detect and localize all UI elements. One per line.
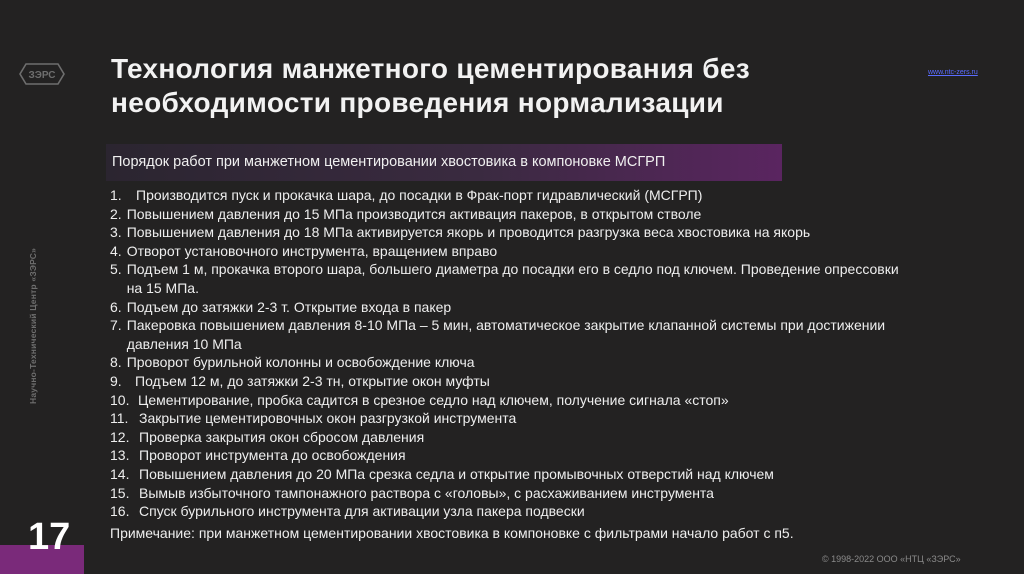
logo-icon — [18, 60, 66, 88]
item-text: Закрытие цементировочных окон разгрузкой инструмента — [139, 410, 517, 427]
title-line-2: необходимости проведения нормализации — [111, 87, 724, 118]
list-item — [110, 409, 910, 428]
list-item — [110, 223, 910, 242]
item-text: Отворот установочного инструмента, вращением вправо — [126, 242, 498, 259]
item-text: Повышением давления до 18 МПа активируется якорь и проводится разгрузка веса хвостовика на якорь — [126, 224, 811, 241]
item-text: Проворот бурильной колонны и освобождение ключа — [126, 354, 475, 371]
item-number: 3. — [110, 224, 122, 241]
list-item — [110, 242, 910, 261]
item-number: 12. — [110, 428, 130, 445]
item-number: 5. — [110, 261, 122, 278]
item-number: 9. — [110, 372, 122, 389]
list-item — [110, 353, 910, 372]
list-item — [110, 446, 910, 465]
item-number: 8. — [110, 354, 122, 371]
item-text: Вымыв избыточного тампонажного раствора с «головы», с расхаживанием инструмента — [139, 484, 714, 501]
list-item — [110, 205, 910, 224]
list-item — [110, 260, 910, 297]
website-link[interactable]: www.ntc-zers.ru — [928, 69, 978, 76]
item-text: Подъем до затяжки 2-3 т. Открытие входа в пакер — [126, 298, 452, 315]
item-text: Проворот инструмента до освобождения — [139, 447, 406, 464]
item-text: Подъем 1 м, прокачка второго шара, большего диаметра до посадки его в седло под ключем. Проведение опрессовки на 15 МПа. — [126, 261, 899, 296]
item-text: Спуск бурильного инструмента для активации узла пакера подвески — [139, 503, 585, 520]
list-item — [110, 465, 910, 484]
list-item — [110, 372, 910, 391]
list-item — [110, 316, 910, 353]
copyright-text: © 1998-2022 ООО «НТЦ «ЗЭРС» — [822, 554, 961, 564]
page-number: 17 — [28, 516, 71, 558]
item-text: Повышением давления до 20 МПа срезка седла и открытие промывочных отверстий над ключем — [139, 465, 774, 482]
item-number: 15. — [110, 484, 130, 501]
list-item — [110, 391, 910, 410]
item-text: Подъем 12 м, до затяжки 2-3 тн, открытие окон муфты — [135, 372, 490, 389]
item-number: 2. — [110, 205, 122, 222]
list-item — [110, 484, 910, 503]
title-line-1: Технология манжетного цементирования без — [111, 53, 750, 84]
item-text: Пакеровка повышением давления 8-10 МПа – 5 мин, автоматическое закрытие клапанной системы при достижении давления 10 МПа — [126, 317, 886, 352]
list-item — [110, 298, 910, 317]
note-text: Примечание: при манжетном цементировании хвостовика в компоновке с фильтрами начало работ с п5. — [110, 525, 794, 541]
item-text: Производится пуск и прокачка шара, до посадки в Фрак-порт гидравлический (МСГРП) — [136, 187, 703, 203]
logo-text: ЗЭРС — [28, 70, 56, 81]
section-header: Порядок работ при манжетном цементировании хвостовика в компоновке МСГРП — [106, 144, 782, 181]
item-number: 11. — [110, 410, 129, 427]
item-number: 6. — [110, 298, 122, 315]
item-number: 10. — [110, 391, 130, 408]
list-item — [110, 502, 910, 521]
item-number: 14. — [110, 465, 130, 482]
item-number: 4. — [110, 242, 122, 259]
list-item — [110, 428, 910, 447]
item-text: Повышением давления до 15 МПа производится активация пакеров, в открытом стволе — [126, 205, 702, 222]
item-text: Цементирование, пробка садится в срезное седло над ключем, получение сигнала «стоп» — [138, 391, 729, 408]
item-number: 1. — [110, 187, 122, 203]
page-title — [111, 52, 750, 120]
company-logo — [18, 60, 66, 88]
item-text: Проверка закрытия окон сбросом давления — [139, 428, 425, 445]
item-number: 7. — [110, 317, 122, 334]
item-number: 16. — [110, 503, 130, 520]
side-organization-label: Научно-Технический Центр «ЗЭРС» — [28, 247, 38, 404]
steps-list — [110, 186, 910, 521]
item-number: 13. — [110, 447, 130, 464]
list-item — [110, 186, 910, 205]
